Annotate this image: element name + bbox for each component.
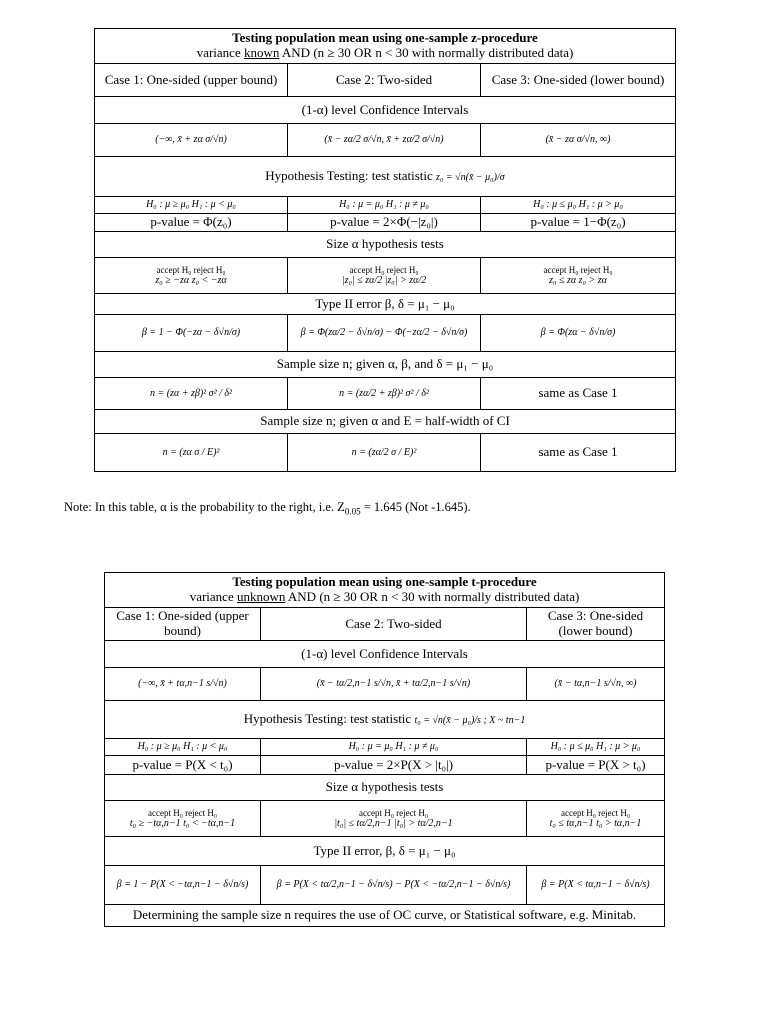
z-samplesize1-case1: n = (zα + zβ)² σ² / δ² — [95, 378, 288, 410]
z-pvalue-case3: p-value = 1−Φ(z₀) — [481, 214, 676, 232]
z-ci-case3: (x̄ − zα σ/√n, ∞) — [481, 124, 676, 157]
t-size-header: Size α hypothesis tests — [105, 775, 665, 801]
z-accept-reject-label: accept H₀ reject H₀ — [156, 264, 226, 275]
t-pvalue-case3: p-value = P(X > t₀) — [527, 756, 665, 775]
z-test-case1 — [95, 258, 288, 294]
z-samplesize1-case2: n = (zα/2 + zβ)² σ² / δ² — [288, 378, 481, 410]
t-procedure-table — [104, 572, 665, 927]
t-pvalue-case2: p-value = 2×P(X > |t₀|) — [261, 756, 527, 775]
z-test-case2 — [288, 258, 481, 294]
z-test-rule: |z₀| ≤ zα/2 |z₀| > zα/2 — [341, 274, 427, 286]
z-accept-reject-label: accept H₀ reject H₀ — [349, 264, 419, 275]
z-pvalue-case1: p-value = Φ(z₀) — [95, 214, 288, 232]
t-type2-case2: β = P(X < tα/2,n−1 − δ√n/s) − P(X < −tα/2,n−1 − δ√n/s) — [261, 866, 527, 905]
t-subtitle-underlined: unknown — [236, 589, 286, 604]
z-ht-text: Hypothesis Testing: test statistic — [265, 168, 433, 184]
z-samplesize1-case3: same as Case 1 — [481, 378, 676, 410]
t-test-rule: t₀ ≥ −tα,n−1 t₀ < −tα,n−1 — [129, 817, 236, 829]
t-test-case2 — [261, 801, 527, 837]
z-samplesize2-header: Sample size n; given α and E = half-width of CI — [95, 410, 676, 434]
z-ci-header: (1-α) level Confidence Intervals — [95, 97, 676, 124]
t-subtitle-pre: variance — [189, 589, 237, 604]
t-type2-case1: β = 1 − P(X < −tα,n−1 − δ√n/s) — [105, 866, 261, 905]
t-case2-header: Case 2: Two-sided — [261, 608, 527, 641]
note-text: Note: In this table, α is the probability to the right, i.e. Z — [64, 500, 345, 514]
z-pvalue-case2: p-value = 2×Φ(−|z₀|) — [288, 214, 481, 232]
t-test-rule: |t₀| ≤ tα/2,n−1 |t₀| > tα/2,n−1 — [334, 817, 453, 829]
z-case2-header: Case 2: Two-sided — [288, 64, 481, 97]
note-subscript: 0.05 — [344, 506, 361, 517]
t-accept-reject-label: accept H₀ reject H₀ — [359, 807, 428, 818]
z-subtitle-pre: variance — [196, 45, 244, 60]
z-type2-case2: β = Φ(zα/2 − δ√n/σ) − Φ(−zα/2 − δ√n/σ) — [288, 315, 481, 352]
t-case3-header: Case 3: One-sided (lower bound) — [527, 608, 665, 641]
z-samplesize2-case1: n = (zα σ / E)² — [95, 434, 288, 472]
note-text-end: = 1.645 (Not -1.645). — [360, 500, 471, 514]
alpha-note — [64, 500, 471, 517]
t-ci-case1: (−∞, x̄ + tα,n−1 s/√n) — [105, 668, 261, 701]
z-subtitle-underlined: known — [243, 45, 280, 60]
z-table-header — [95, 29, 676, 64]
t-hypothesis-header — [105, 701, 665, 739]
t-type2-header: Type II error, β, δ = μ₁ − μ₀ — [105, 837, 665, 866]
z-type2-case3: β = Φ(zα − δ√n/σ) — [481, 315, 676, 352]
z-procedure-table — [94, 28, 676, 472]
z-type2-case1: β = 1 − Φ(−zα − δ√n/σ) — [95, 315, 288, 352]
z-ci-case2: (x̄ − zα/2 σ/√n, x̄ + zα/2 σ/√n) — [288, 124, 481, 157]
z-type2-header: Type II error β, δ = μ₁ − μ₀ — [95, 294, 676, 315]
t-ci-header: (1-α) level Confidence Intervals — [105, 641, 665, 668]
t-case1-header: Case 1: One-sided (upper bound) — [105, 608, 261, 641]
z-hyp-case1: H₀ : μ ≥ μ₀ H₁ : μ < μ₀ — [95, 197, 288, 214]
z-accept-reject-label: accept H₀ reject H₀ — [543, 264, 613, 275]
t-table-footer: Determining the sample size n requires the use of OC curve, or Statistical software, e.g. Minitab. — [105, 905, 665, 927]
t-table-header — [105, 573, 665, 608]
t-table-subtitle — [109, 590, 660, 605]
t-test-case1 — [105, 801, 261, 837]
z-table-title: Testing population mean using one-sample z-procedure — [232, 30, 538, 46]
t-ci-case2: (x̄ − tα/2,n−1 s/√n, x̄ + tα/2,n−1 s/√n) — [261, 668, 527, 701]
z-test-statistic: z₀ = √n(x̄ − μ₀)/σ — [436, 172, 505, 184]
z-case1-header: Case 1: One-sided (upper bound) — [95, 64, 288, 97]
t-test-rule: t₀ ≤ tα,n−1 t₀ > tα,n−1 — [549, 817, 642, 829]
z-table-subtitle — [99, 46, 671, 61]
z-samplesize2-case2: n = (zα/2 σ / E)² — [288, 434, 481, 472]
z-size-header: Size α hypothesis tests — [95, 232, 676, 258]
t-hyp-case3: H₀ : μ ≤ μ₀ H₁ : μ > μ₀ — [527, 739, 665, 756]
z-hyp-case2: H₀ : μ = μ₀ H₁ : μ ≠ μ₀ — [288, 197, 481, 214]
z-case3-header: Case 3: One-sided (lower bound) — [481, 64, 676, 97]
z-subtitle-post: AND (n ≥ 30 OR n < 30 with normally distributed data) — [279, 45, 574, 60]
z-hypothesis-header — [95, 157, 676, 197]
z-hyp-case3: H₀ : μ ≤ μ₀ H₁ : μ > μ₀ — [481, 197, 676, 214]
t-table-title: Testing population mean using one-sample t-procedure — [232, 574, 537, 590]
t-pvalue-case1: p-value = P(X < t₀) — [105, 756, 261, 775]
t-type2-case3: β = P(X < tα,n−1 − δ√n/s) — [527, 866, 665, 905]
t-test-statistic: t₀ = √n(x̄ − μ₀)/s ; X ~ tn−1 — [414, 715, 526, 727]
t-accept-reject-label: accept H₀ reject H₀ — [148, 807, 217, 818]
t-accept-reject-label: accept H₀ reject H₀ — [561, 807, 631, 818]
t-ci-case3: (x̄ − tα,n−1 s/√n, ∞) — [527, 668, 665, 701]
z-samplesize2-case3: same as Case 1 — [481, 434, 676, 472]
t-hyp-case2: H₀ : μ = μ₀ H₁ : μ ≠ μ₀ — [261, 739, 527, 756]
t-subtitle-post: AND (n ≥ 30 OR n < 30 with normally distributed data) — [285, 589, 580, 604]
z-samplesize1-header: Sample size n; given α, β, and δ = μ₁ − μ₀ — [95, 352, 676, 378]
z-test-rule: z₀ ≥ −zα z₀ < −zα — [155, 274, 227, 286]
z-test-case3 — [481, 258, 676, 294]
t-hyp-case1: H₀ : μ ≥ μ₀ H₁ : μ < μ₀ — [105, 739, 261, 756]
t-ht-text: Hypothesis Testing: test statistic — [243, 711, 412, 727]
t-test-case3 — [527, 801, 665, 837]
z-ci-case1: (−∞, x̄ + zα σ/√n) — [95, 124, 288, 157]
z-test-rule: z₀ ≤ zα z₀ > zα — [549, 274, 607, 286]
